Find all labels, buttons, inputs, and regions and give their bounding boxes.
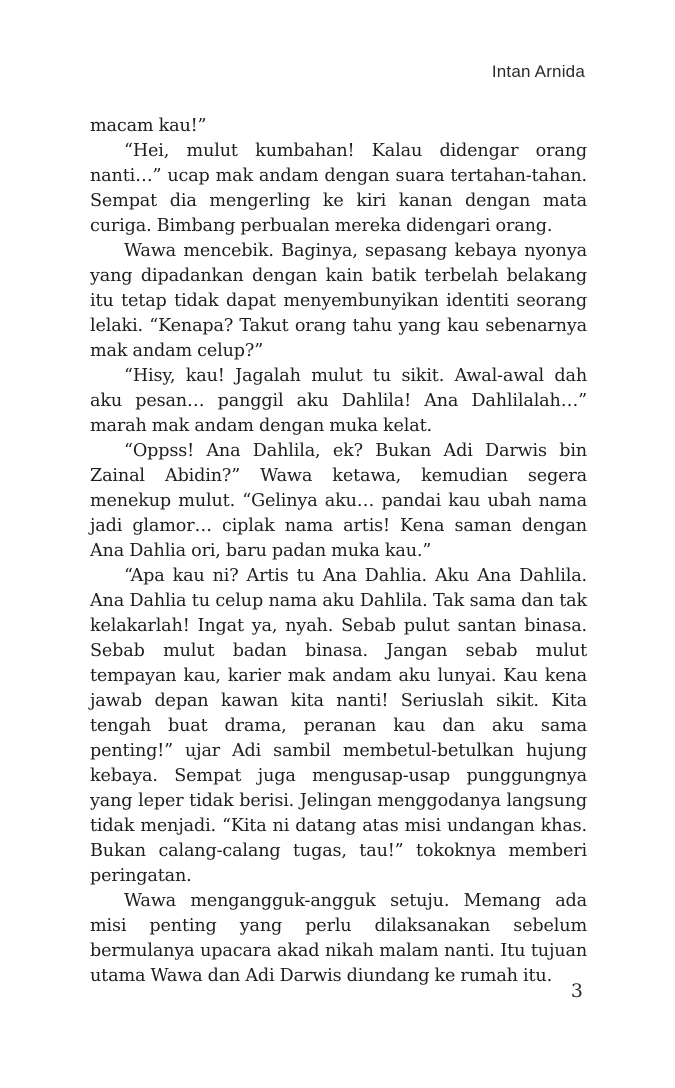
body-text bbox=[90, 114, 587, 989]
paragraph-4: “Hisy, kau! Jagalah mulut tu sikit. Awal-awal dah aku pesan… panggil aku Dahlila! Ana Dahlilalah…” marah mak andam dengan muka kelat. bbox=[90, 366, 587, 436]
running-header: Intan Arnida bbox=[491, 62, 585, 81]
paragraph-6: “Apa kau ni? Artis tu Ana Dahlia. Aku Ana Dahlila. Ana Dahlia tu celup nama aku Dahlila. Tak sama dan tak kelakarlah! Ingat ya, nyah. Sebab pulut santan binasa. Sebab mulut badan binasa. Jangan sebab mulut tempayan kau, karier mak andam aku lunyai. Kau kena jawab depan kawan kita nanti! Seriuslah sikit. Kita tengah buat drama, peranan kau dan aku sama penting!” ujar Adi sambil membetul-betulkan hujung kebaya. Sempat juga mengusap-usap punggungnya yang leper tidak berisi. Jelingan menggodanya langsung tidak menjadi. “Kita ni datang atas misi undangan khas. Bukan calang-calang tugas, tau!” tokoknya memberi peringatan. bbox=[90, 566, 587, 886]
paragraph-7: Wawa mengangguk-angguk setuju. Memang ada misi penting yang perlu dilaksanakan sebelum bermulanya upacara akad nikah malam nanti. Itu tujuan utama Wawa dan Adi Darwis diundang ke rumah itu. bbox=[90, 891, 587, 986]
paragraph-2: “Hei, mulut kumbahan! Kalau didengar orang nanti…” ucap mak andam dengan suara tertahan-tahan. Sempat dia mengerling ke kiri kanan dengan mata curiga. Bimbang perbualan mereka didengari orang. bbox=[90, 141, 587, 236]
page-number: 3 bbox=[570, 980, 583, 1002]
paragraph-3: Wawa mencebik. Baginya, sepasang kebaya nyonya yang dipadankan dengan kain batik terbelah belakang itu tetap tidak dapat menyembunyikan identiti seorang lelaki. “Kenapa? Takut orang tahu yang kau sebenarnya mak andam celup?” bbox=[90, 241, 587, 361]
paragraph-5: “Oppss! Ana Dahlila, ek? Bukan Adi Darwis bin Zainal Abidin?” Wawa ketawa, kemudian segera menekup mulut. “Gelinya aku… pandai kau ubah nama jadi glamor… ciplak nama artis! Kena saman dengan Ana Dahlia ori, baru padan muka kau.” bbox=[90, 441, 587, 561]
paragraph-1: macam kau!” bbox=[90, 116, 207, 136]
